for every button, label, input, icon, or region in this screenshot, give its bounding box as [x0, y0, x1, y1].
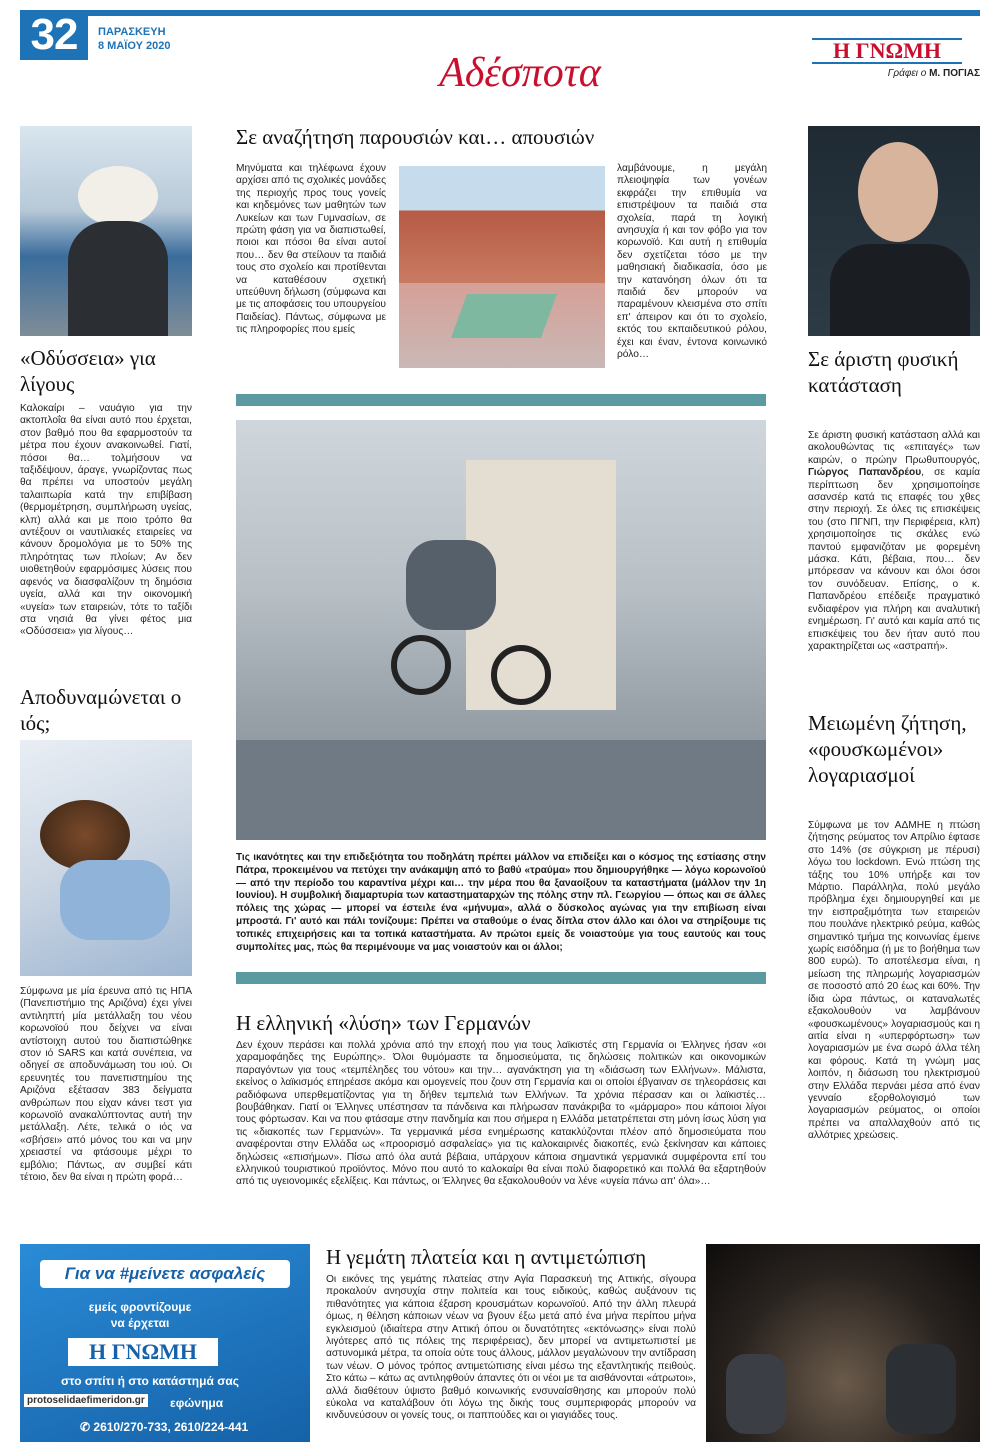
square-title: Η γεμάτη πλατεία και η αντιμετώπιση: [326, 1245, 647, 1269]
square-body: Οι εικόνες της γεμάτης πλατείας στην Αγία Παρασκευή της Αττικής, σίγουρα προκαλούν ανησυχία στην πολιτεία και τους ειδικούς, καθώς αυξάνουν τις πιθανότητες για κάποια έξαρση κρουσμάτων κορωνοϊού. Από την άλλη πλευρά όμως, η θέληση κάποιων νέων να βγουν έξω μετά από ένα μήνα περίπου μήνα εγκλεισμού (ιδιαίτερα στην Αττική όπου οι δυνατότητες «εκτόνωσης» είναι πολύ λιγότερες από τις πόλεις της περιφέρειας), δεν μπορεί να αντιμετωπιστεί με αστυνομικά μέτρα, τα οποία ούτε τους άλλους, μάλλον μεγαλώνουν την αντίδραση των νέων. Ο μόνος τρόπος αντιμετώπισης είναι μέσω της εξαντλητικής πειθούς. Στο κάτω – κάτω ας αντιληφθούν άπαντες ότι οι νέοι με τα αισθάνονται «άτρωτοι», αλλά διαθέτουν ύψιστο βαθμό κοινωνικής ενσυναίσθησης και μπορούν πολύ εύκολα να καταλάβουν ότι λόγω της δικής τους συμπεριφοράς μπορούν να κινδυνεύσουν οι γονείς τους, οι παππούδες και οι γιαγιάδες τους.: [326, 1274, 696, 1422]
papandreou-title: Σε άριστη φυσική κατάσταση: [808, 347, 959, 397]
bills-title: Μειωμένη ζήτηση, «φουσκωμένοι» λογαριασμοί: [808, 711, 967, 787]
school-building-photo: [399, 166, 605, 368]
ad-phones: [80, 1420, 310, 1434]
odysseia-title: «Οδύσσεια» για λίγους: [20, 346, 156, 396]
ad-line-2: να έρχεται: [110, 1316, 170, 1330]
crowded-square-photo: [706, 1244, 980, 1442]
ad-headline-b: #μείνετε ασφαλείς: [119, 1264, 266, 1283]
virus-body: Σύμφωνα με μία έρευνα από τις ΗΠΑ (Πανεπιστήμιο της Αριζόνα) έχει γίνει αντιληπτή μία μετάλλαξη του νέου κορωνοϊού που δείχνει να είναι αντίστοιχη αυτού του διαπιστώθηκε στον ιό SARS και κατά συνέπεια, να οδηγεί σε αποδυνάμωση του ιού. Οι ερευνητές του πανεπιστημίου της Αριζόνα εξέτασαν 383 δείγματα ανθρώπων που είχαν κάνει τεστ για κορωνοϊό ανακαλύπτοντας αυτή την μετάλλαξη. Λέτε, τελικά ο ιός να «σβήσει» από μόνος του και να μην χρειαστεί να φτάσουμε μέχρι το εμβόλιο; Πάντως, αν συμβεί κάτι τέτοιο, δεν θα είναι η πρώτη φορά…: [20, 986, 192, 1184]
papandreou-body-a: Σε άριστη φυσική κατάσταση αλλά και ακολουθώντας τις «επιταγές» των καιρών, ο πρώην Πρωθυπουργός,: [808, 430, 980, 466]
presences-body-left: Μηνύματα και τηλέφωνα έχουν αρχίσει από τις σχολικές μονάδες της περιοχής προς τους γονείς και κηδεμόνες των μαθητών των Λυκείων και των Γυμνασίων, σε πρώτη φάση για να διαπιστωθεί, ποιοι και πόσοι θα είναι αυτοί που… δεν θα στείλουν τα παιδιά τους στο σχολείο και προτίθενται να καταθέσουν σχετική υπεύθυνη δήλωση (σύμφωνα και με τις αποφάσεις του υπουργείου Παιδείας). Πάντως, σύμφωνα με τις πληροφορίες που εμείς: [236, 163, 386, 336]
bmx-rider-photo: [236, 420, 766, 840]
divider-top: [236, 394, 766, 406]
presences-body-right: λαμβάνουμε, η μεγάλη πλειοψηφία των γονέων εκφράζει την επιθυμία να επιστρέψουν τα παιδιά στα σχολεία, παρά τη λογική ανησυχία ή και τον φόβο για τον κορωνοϊό. Και αυτή η επιθυμία δεν σχετίζεται τόσο με την μαθησιακή διαδικασία, όσο με την κατανόηση όλων ότι τα παιδιά δεν μπορούν να παραμένουν κλεισμένα στο σπίτι επ' άπειρον και ότι το σχολείο, εκτός του εκπαιδευτικού ρόλου, έχει και έναν, έντονα κοινωνικό ρόλο…: [617, 163, 767, 361]
papandreou-body: [808, 430, 980, 653]
page-number: 32: [30, 10, 78, 59]
bills-body: Σύμφωνα με τον ΑΔΜΗΕ η πτώση ζήτησης ρεύματος τον Απρίλιο έφτασε στο 14% (σε σύγκριση με πέρυσι) λόγω του lockdown. Ενώ πτώση της τάξης του 10% υπήρξε και τον Μάρτιο. Παράλληλα, πολύ μεγάλο πρόβλημα έχει δημιουργηθεί και με την εισπραξιμότητα των εταιρειών που πουλάνε ηλεκτρικό ρεύμα, καθώς σημαντικό τμήμα της κοινωνίας έμεινε χωρίς εισόδημα (ή με το βοήθημα των 800 ευρώ). Το αποτέλεσμα είναι, η μείωση της πληρωμής λογαριασμών σε ποσοστό από 20 έως και 60%. Την ίδια ώρα πάντως, οι καταναλωτές εξακολουθούν να λαμβάνουν «φουσκωμένους» λογαριασμούς και η αιτία είναι η «υπερφόρτωση» των λογαριασμών με ένα σωρό άλλα τέλη και φόρους. Κατά τη γνώμη μας λοιπόν, η διάσωση του ηλεκτρισμού στην Ελλάδα περνάει μέσα από έναν γενναίο εξορθολογισμό των λογαριασμών ρεύματος, οι οποίοι πρέπει να απαλλαχθούν από τις αλλότριες χρεώσεις.: [808, 820, 980, 1142]
germans-body: Δεν έχουν περάσει και πολλά χρόνια από την εποχή που για τους λαϊκιστές στη Γερμανία οι Έλληνες ήσαν «οι χαραμοφάηδες της Ευρώπης». Όλοι θυμόμαστε τα δημοσιεύματα, τις δηλώσεις πολιτικών και οικονομικών παραγόντων για τους «τεμπέληδες του νότου» και την… αγανάκτηση για τη «διάσωση των Ελλήνων». Μάλιστα, εκείνος ο λαϊκισμός επηρέασε ακόμα και ομογενείς που ζουν στη Γερμανία και οι οποίοι έβγαιναν σε τηλεοράσεις και ραδιόφωνα υπερθεματίζοντας για τη δήθεν τεμπελιά των Ελλήνων. Τα χρόνια πέρασαν και οι λαϊκιστές… βουβάθηκαν. Γιατί οι Έλληνες υπέστησαν τα πάνδεινα και πλήρωσαν πανάκριβα το «μάρμαρο» που κάποιοι λίγοι τους φόρτωσαν. Και να που φτάσαμε στην πανδημία και που σήμερα η Ελλάδα μετατρέπεται στη μόνη ίσως λύση για τις «διακοπές των Γερμανών». Τα γερμανικά μέσα ενημέρωσης κατακλύζονται πλέον από δημοσιεύματα που αναφέρονται στην Ελλάδα ως «προορισμό ασφαλείας» για τις καλοκαιρινές διακοπές, ενώ ξεκίνησαν και κάποιες δηλώσεις «επισήμων». Πίσω από όλα αυτά βέβαια, υπάρχουν κάποια σημαντικά γερμανικά συμφέροντα επί του ελληνικού τουριστικού προϊόντος. Μόνο που αυτό το καλοκαίρι θα είναι πολύ διαφορετικό και πολλά θα εξαρτηθούν από τις υγειονομικές εξελίξεις. Και πάντως, οι Έλληνες θα εξακολουθούν να λένε «υγεία πάνω απ' όλα»…: [236, 1040, 766, 1188]
subscription-ad: [20, 1244, 310, 1442]
header-date: 8 ΜΑΪΟΥ 2020: [98, 40, 171, 52]
page-number-box: [20, 10, 88, 60]
virus-title: Αποδυναμώνεται ο ιός;: [20, 685, 182, 735]
header-day: ΠΑΡΑΣΚΕΥΗ: [98, 26, 166, 38]
phone-icon: ✆: [80, 1420, 94, 1434]
ad-watermark: protoselidaefimeridon.gr: [24, 1394, 148, 1407]
byline-prefix: Γράφει ο: [887, 68, 927, 79]
ad-brand-box: [68, 1338, 218, 1366]
bmx-photo-caption: Τις ικανότητες και την επιδεξιότητα του ποδηλάτη πρέπει μάλλον να επιδείξει και ο κόσμος της εστίασης στην Πάτρα, προκειμένου να πετύχει την ανάκαμψη από το βαθύ «τραύμα» που δημιουργήθηκε — λόγω κορωνοϊού — από την περίοδο του καραντίνα μέχρι και… την μέρα που θα ξαναοίξουν τα καταστήματα (μάλλον την 1η Ιουνίου). Η συμβολική διαμαρτυρία των καταστηματαρχών της πόλης στην πλ. Γεωργίου — όπως και σε άλλες πόλεις της χώρας — μπορεί να έστειλε ένα «μήνυμα», αλλά ο δύσκολος αγώνας για την επιβίωση είναι μπροστά. Γι' αυτό και πάλι τονίζουμε: Πρέπει να σταθούμε ο ένας δίπλα στον άλλο και όλοι να στηρίξουμε τις τοπικές επιχειρήσεις και τα τοπικά καταστήματα. Αν πρώτοι εμείς δε νοιαστούμε για τους εαυτούς και τους συμπολίτες μας, πώς θα περιμένουμε να μας νοιαστούν και οι άλλοι;: [236, 852, 766, 953]
germans-title: Η ελληνική «λύση» των Γερμανών: [236, 1011, 531, 1035]
brand-name: Η ΓΝΩΜΗ: [833, 38, 941, 63]
divider-bottom: [236, 972, 766, 984]
ad-headline: [40, 1260, 290, 1288]
odysseia-body: Καλοκαίρι – ναυάγιο για την ακτοπλοΐα θα είναι αυτό που έρχεται, στον βαθμό που θα εφαρμοστούν τα μέτρα που έχουν ανακοινωθεί. Γιατί, πόσοι θα… τολμήσουν να ταξιδέψουν, άραγε, γνωρίζοντας πως θα πρέπει να υποστούν μεγάλη ταλαιπωρία κατά την επιβίβαση (θερμομέτρηση, συμπλήρωση υγείας, κλπ) αλλά και με ποιο τρόπο θα αντέξουν οι ναυτιλιακές εταιρείες να κάνουν δρομολόγια με το 50% της πληρότητας των πλοίων; Αν δεν υιοθετηθούν εφαρμόσιμες λύσεις που αφενός να διασφαλίζουν τη δημόσια υγεία, αλλά και την οικονομική «υγεία» των εταιρειών, τότε το ταξίδι στα νησιά θα γίνει φέτος μια «Οδύσσεια» για λίγους…: [20, 403, 192, 638]
lab-sample-photo: [20, 740, 192, 976]
ad-line-3: στο σπίτι ή στο κατάστημά σας: [60, 1374, 240, 1388]
ad-line-4: εφώνημα: [170, 1396, 224, 1410]
papandreou-body-b: , σε καμία περίπτωση δεν χρησιμοποίησε ασανσέρ κατά τις επαφές του χθες στην περιοχή. Σε όλες τις επισκέψεις του (στο ΠΓΝΠ, την Περιφέρεια, κλπ) χρησιμοποίησε τις σκάλες ενώ παντού εμφανιζόταν με φορεμένη μάσκα. Κάτι, βέβαια, που… δεν μπόρεσαν να κάνουν και όλοι όσοι τον συνόδευαν. Επίσης, ο κ. Παπανδρέου επέδειξε πραγματικό ενδιαφέρον για πλήρη και αναλυτική ενημέρωση. Γι' αυτό και καμία από τις επισκέψεις του δεν ήταν αυτό που χαρακτηρίζεται ως «αστραπή».: [808, 467, 980, 652]
ad-headline-a: Για να: [64, 1264, 120, 1283]
papandreou-portrait: [808, 126, 980, 336]
presences-title: Σε αναζήτηση παρουσιών και… απουσιών: [236, 125, 595, 149]
byline: [840, 68, 980, 79]
ad-phone-numbers: 2610/270-733, 2610/224-441: [93, 1420, 249, 1434]
ad-brand: Η ΓΝΩΜΗ: [89, 1339, 197, 1364]
brand-logo: [812, 38, 962, 64]
ad-line-1: εμείς φροντίζουμε: [88, 1300, 192, 1314]
papandreou-name: Γιώργος Παπανδρέου: [808, 467, 922, 479]
section-title: Αδέσποτα: [439, 50, 601, 96]
ferry-passengers-photo: [20, 126, 192, 336]
byline-author: Μ. ΠΟΓΙΑΣ: [929, 68, 980, 79]
